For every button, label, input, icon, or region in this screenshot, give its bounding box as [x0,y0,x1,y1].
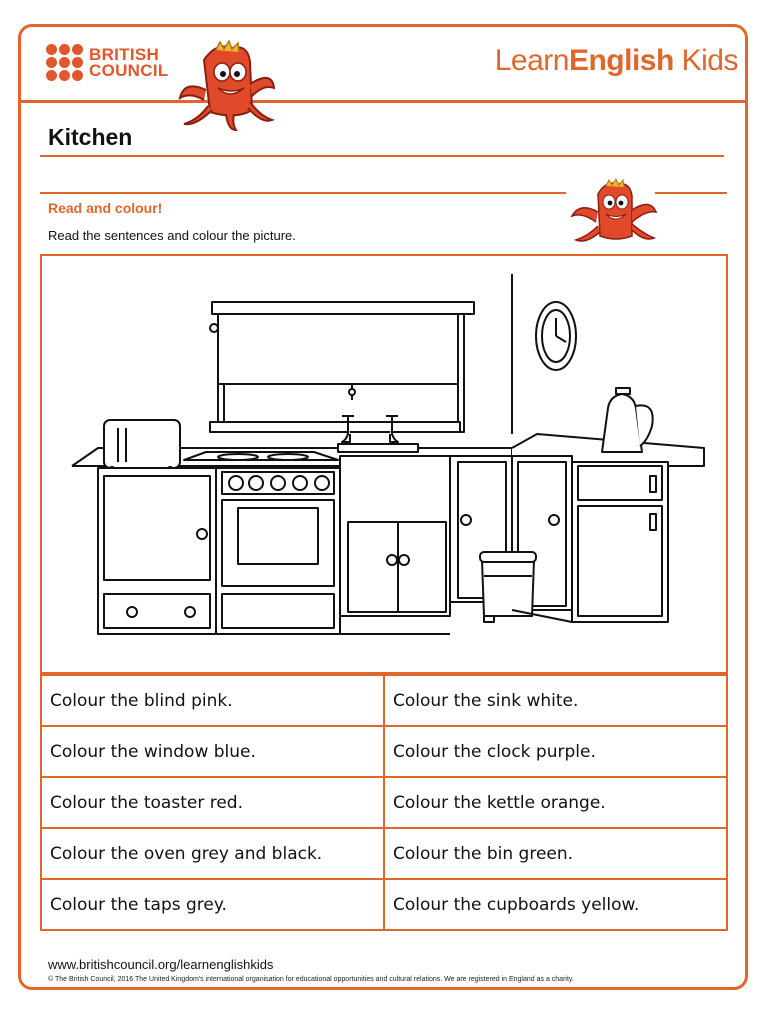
kitchen-picture [40,254,728,674]
table-row [41,726,727,777]
footer-copyright: © The British Council, 2016 The United Kingdom's international organisation for educational opportunities and cultural relations. We are registered in England as a charity. [48,976,574,983]
sentence-cell: Colour the taps grey. [41,879,384,930]
footer-link[interactable]: www.britishcouncil.org/learnenglishkids [48,957,274,972]
logo-line-2: COUNCIL [89,60,169,80]
mascot-icon [176,40,276,132]
section-heading: Read and colour! [48,200,163,216]
sentence-cell: Colour the oven grey and black. [41,828,384,879]
header-divider [18,100,748,103]
learnenglish-kids-logo: LearnEnglish Kids [494,44,738,77]
sentence-cell: Colour the bin green. [384,828,727,879]
british-council-logo [46,44,169,81]
instructions-text: Read the sentences and colour the picture. [48,228,296,243]
table-row [41,777,727,828]
table-row [41,675,727,726]
sentence-cell: Colour the blind pink. [41,675,384,726]
sentence-cell: Colour the sink white. [384,675,727,726]
small-mascot-icon [570,178,658,244]
sentence-cell: Colour the cupboards yellow. [384,879,727,930]
sentence-cell: Colour the clock purple. [384,726,727,777]
kitchen-line-drawing-icon [42,256,726,672]
logo-dots-icon [46,44,83,81]
sentence-cell: Colour the window blue. [41,726,384,777]
sentence-cell: Colour the kettle orange. [384,777,727,828]
table-row [41,828,727,879]
page-title: Kitchen [48,124,133,150]
table-row [41,879,727,930]
section-divider-right [655,192,727,194]
sentence-cell: Colour the toaster red. [41,777,384,828]
title-divider [40,155,724,157]
sentences-table [40,674,728,931]
logo-line-1: BRITISH [89,44,160,64]
section-divider [40,192,566,194]
